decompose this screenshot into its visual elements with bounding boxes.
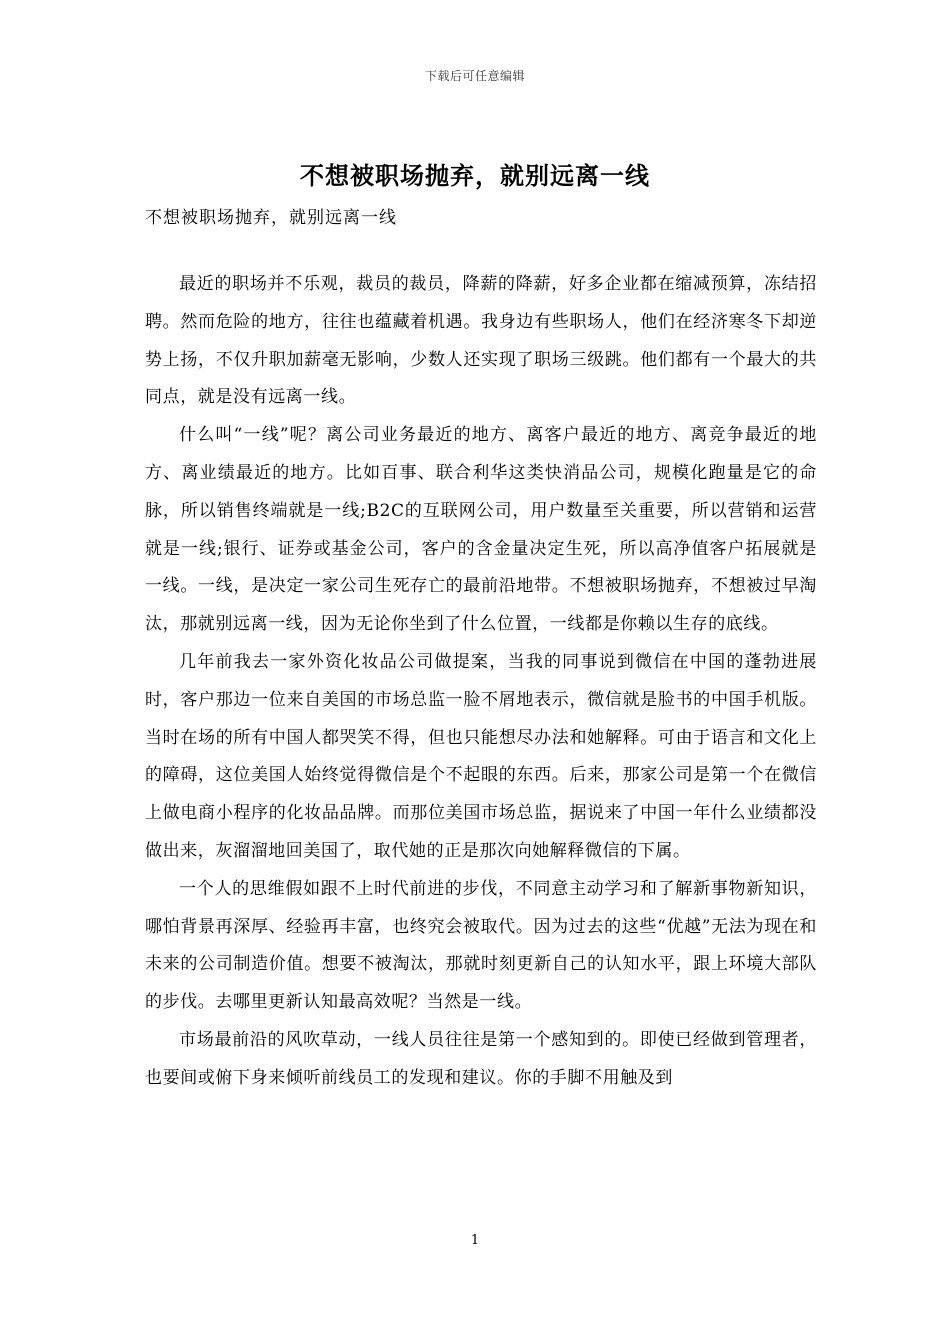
paragraph-4: 一个人的思维假如跟不上时代前进的步伐，不同意主动学习和了解新事物新知识，哪怕背景再深厚、经验再丰富，也终究会被取代。因为过去的这些“优越”无法为现在和未来的公司制造价值。想要不被淘汰，那就时刻更新自己的认知水平，跟上环境大部队的步伐。去哪里更新认知最高效呢？当然是一线。 — [145, 878, 817, 1013]
document-subtitle: 不想被职场抛弃，就别远离一线 — [145, 208, 397, 228]
document-body — [145, 266, 817, 1098]
page-number: 1 — [470, 1233, 480, 1248]
paragraph-2: 什么叫“一线”呢？离公司业务最近的地方、离客户最近的地方、离竞争最近的地方、离业绩最近的地方。比如百事、联合利华这类快消品公司，规模化跑量是它的命脉，所以销售终端就是一线;B2C的互联网公司，用户数量至关重要，所以营销和运营就是一线;银行、证券或基金公司，客户的含金量决定生死，所以高净值客户拓展就是一线。一线，是决定一家公司生死存亡的最前沿地带。不想被职场抛弃，不想被过早淘汰，那就别远离一线，因为无论你坐到了什么位置，一线都是你赖以生存的底线。 — [145, 425, 817, 635]
paragraph-1: 最近的职场并不乐观，裁员的裁员，降薪的降薪，好多企业都在缩减预算，冻结招聘。然而危险的地方，往往也蕴藏着机遇。我身边有些职场人，他们在经济寒冬下却逆势上扬，不仅升职加薪毫无影响，少数人还实现了职场三级跳。他们都有一个最大的共同点，就是没有远离一线。 — [145, 274, 817, 408]
paragraph-3: 几年前我去一家外资化妆品公司做提案，当我的同事说到微信在中国的蓬勃进展时，客户那边一位来自美国的市场总监一脸不屑地表示，微信就是脸书的中国手机版。当时在场的所有中国人都哭笑不得，但也只能想尽办法和她解释。可由于语言和文化上的障碍，这位美国人始终觉得微信是个不起眼的东西。后来，那家公司是第一个在微信上做电商小程序的化妆品品牌。而那位美国市场总监，据说来了中国一年什么业绩都没做出来，灰溜溜地回美国了，取代她的正是那次向她解释微信的下属。 — [145, 651, 817, 861]
header-note: 下载后可任意编辑 — [424, 69, 525, 83]
paragraph-5: 市场最前沿的风吹草动，一线人员往往是第一个感知到的。即使已经做到管理者，也要间或俯下身来倾听前线员工的发现和建议。你的手脚不用触及到 — [145, 1029, 817, 1088]
document-title: 不想被职场抛弃，就别远离一线 — [300, 161, 650, 190]
